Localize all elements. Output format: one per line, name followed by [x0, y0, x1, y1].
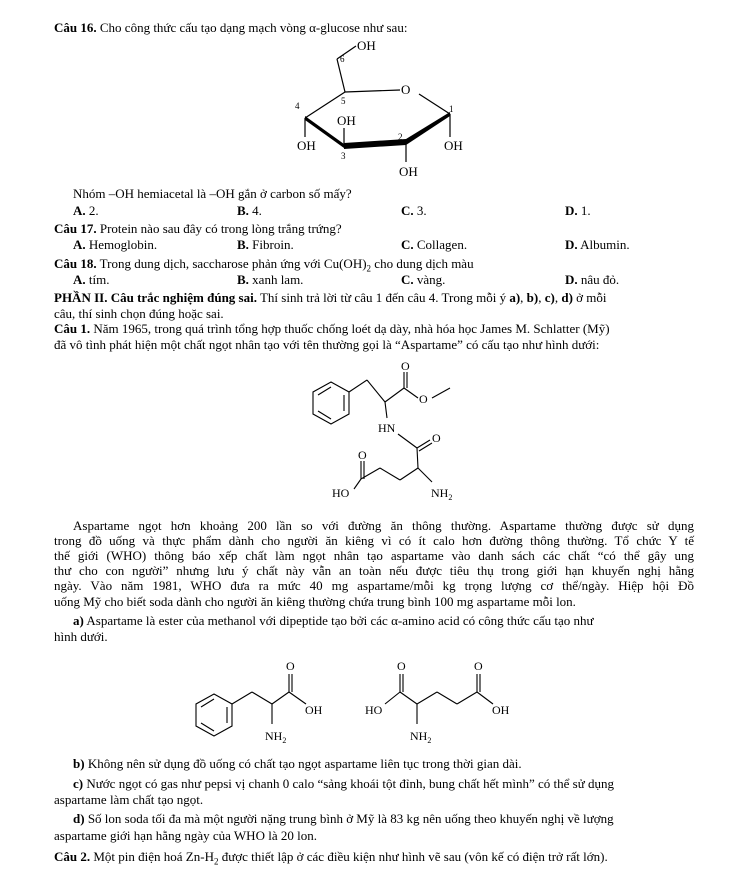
wedge-c3-c2	[344, 139, 406, 149]
c6-number: 6	[340, 54, 345, 64]
ester-carbonyl-oxygen: O	[401, 362, 410, 373]
bond-c5-o	[345, 90, 400, 92]
c2-number: 2	[398, 132, 403, 142]
amino-acids-structure	[185, 652, 565, 752]
c1-number: 1	[449, 104, 454, 114]
cau1-b: b) Không nên sử dụng đồ uống có chất tạo ngọt aspartame liên tục trong thời gian dài.	[73, 756, 522, 771]
cau1-a-line1: a) Aspartame là ester của methanol với dipeptide tạo bởi các α-amino acid có công thức cấu tạo như	[73, 613, 594, 628]
q17-stem: Câu 17. Protein nào sau đây có trong lòng trắng trứng?	[54, 221, 342, 236]
amine-label: $NH_2$	[431, 486, 453, 502]
phe-oh-label: OH	[305, 703, 323, 717]
cau1-para-line-1: Aspartame ngọt hơn khoảng 200 lần so với đường ăn thông thường. Aspartame thường được sử dụng	[73, 518, 694, 533]
cau1-para-line-6: uống Mỹ cho biết soda dành cho người ăn kiêng thường chứa trung bình 100 mg aspartame mỗi lon.	[54, 594, 576, 609]
q17-option-d[interactable]: D. Albumin.	[565, 237, 630, 252]
part2-heading: PHẦN II. Câu trắc nghiệm đúng sai. Thí sinh trả lời từ câu 1 đến câu 4. Trong mỗi ý a), b), c), d) ở mỗi	[54, 290, 607, 305]
q17-option-a[interactable]: A. Hemoglobin.	[73, 237, 158, 252]
oh2-label: OH	[399, 164, 418, 179]
acid-ho-label: HO	[332, 486, 350, 500]
ring-oxygen: O	[401, 82, 411, 97]
q16-stem	[54, 20, 407, 35]
ester-oxygen: O	[419, 392, 428, 406]
asp-carbonyl-oxygen: O	[397, 659, 406, 673]
q16-text: Cho công thức cấu tạo dạng mạch vòng α-glucose như sau:	[96, 20, 408, 35]
c5-number: 5	[341, 96, 346, 106]
part2-line2: câu, thí sinh chọn đúng hoặc sai.	[54, 306, 224, 321]
cau1-a-line2: hình dưới.	[54, 629, 108, 644]
phe-amine-label: $NH_2$	[265, 729, 287, 745]
q16-question: Nhóm –OH hemiacetal là –OH gắn ở carbon số mấy?	[73, 186, 352, 201]
q16-option-b[interactable]: B. 4.	[237, 203, 262, 218]
oh4-label: OH	[297, 138, 316, 153]
asp-side-carbonyl-oxygen: O	[474, 659, 483, 673]
cau1-para-line-5: ngày. Vào năm 1981, WHO đưa ra mức 40 mg aspartame/mỗi kg trọng lượng cơ thể/ngày. Hiệp hội Đồ	[54, 578, 694, 593]
cau1-intro-2: đã vô tình phát hiện một chất ngọt nhân tạo với tên thường gọi là “Aspartame” có cấu tạo như hình dưới:	[54, 337, 600, 352]
phe-carbonyl-oxygen: O	[286, 659, 295, 673]
asp-side-oh-label: OH	[492, 703, 510, 717]
amide-nh-label: HN	[378, 421, 396, 435]
acid-carbonyl-oxygen: O	[358, 448, 367, 462]
c3-number: 3	[341, 151, 346, 161]
q18-option-b[interactable]: B. xanh lam.	[237, 272, 304, 287]
asp-ho-label: HO	[365, 703, 383, 717]
glucose-structure	[280, 34, 500, 184]
amide-oxygen: O	[432, 431, 441, 445]
q17-option-b[interactable]: B. Fibroin.	[237, 237, 294, 252]
cau1-c-line1: c) Nước ngọt có gas như pepsi vị chanh 0 calo “sảng khoái tột đỉnh, bung chất hết mình” có thể sử dụng	[73, 776, 615, 791]
q16-option-d[interactable]: D. 1.	[565, 203, 591, 218]
oh1-label: OH	[444, 138, 463, 153]
q17-option-c[interactable]: C. Collagen.	[401, 237, 468, 252]
cau2-stem: Câu 2. Một pin điện hoá $Zn-H_2$ được thiết lập ở các điều kiện như hình vẽ sau (vôn kế có điện trở rất lớn).	[54, 849, 608, 867]
q18-stem: Câu 18. Trong dung dịch, saccharose phản ứng với $Cu(OH)_2$ cho dung dịch màu	[54, 256, 474, 274]
cau1-para-line-3: thế giới (WHO) thông báo xếp chất làm ngọt nhân tạo aspartame vào danh sách các chất “có thể gây ung	[54, 548, 694, 563]
bond-o-c1	[419, 94, 450, 114]
q16-label: Câu 16.	[54, 20, 97, 35]
q18-option-c[interactable]: C. vàng.	[401, 272, 446, 287]
cau1-d-line1: d) Số lon soda tối đa mà một người nặng trung bình ở Mỹ là 83 kg nên uống theo khuyến nghị về lượng	[73, 811, 614, 826]
q16-option-c[interactable]: C. 3.	[401, 203, 427, 218]
q18-option-a[interactable]: A. tím.	[73, 272, 110, 287]
cau1-para-line-2: trong đồ uống và thực phẩm dành cho người ăn kiêng vì có ít calo hơn đường thông thường. Tổ chức Y tế	[54, 533, 694, 548]
aspartame-structure	[290, 362, 510, 517]
oh6-label: OH	[357, 38, 376, 53]
c4-number: 4	[295, 101, 300, 111]
q16-option-a[interactable]: A. 2.	[73, 203, 99, 218]
cau1-intro-1: Câu 1. Năm 1965, trong quá trình tổng hợp thuốc chống loét dạ dày, nhà hóa học James M. Schlatter (Mỹ)	[54, 321, 610, 336]
cau1-d-line2: aspartame giới hạn hằng ngày của WHO là 20 lon.	[54, 828, 317, 843]
q18-option-d[interactable]: D. nâu đỏ.	[565, 272, 620, 287]
oh3-label: OH	[337, 113, 356, 128]
cau1-para-line-4: thư cho con người” nhưng lưu ý chất này vẫn an toàn nếu được tiêu thụ trong giới hạn khuyến nghị hằng	[54, 563, 694, 578]
cau1-c-line2: aspartame làm chất tạo ngọt.	[54, 792, 204, 807]
asp-amine-label: $NH_2$	[410, 729, 432, 745]
